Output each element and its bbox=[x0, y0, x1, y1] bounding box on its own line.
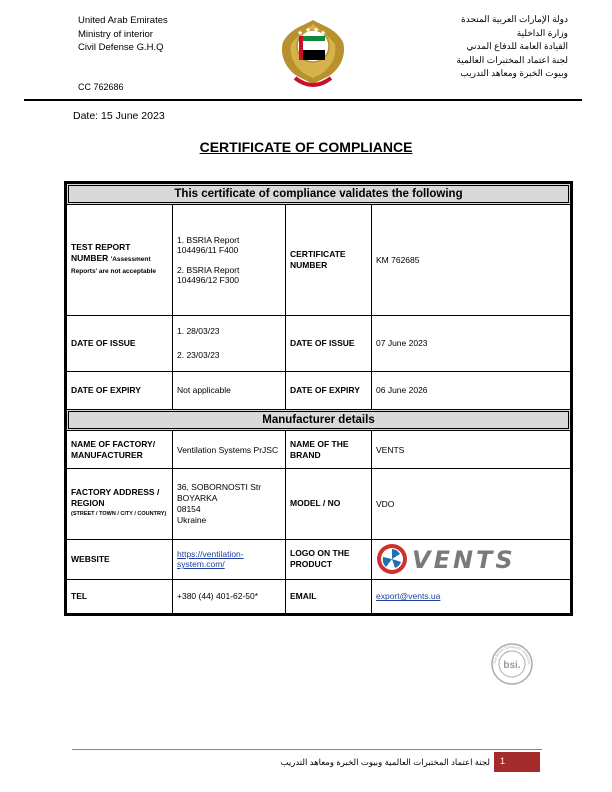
brand-value: VENTS bbox=[372, 431, 571, 469]
date-of-issue-value: 07 June 2023 bbox=[372, 315, 571, 371]
factory-value: Ventilation Systems PrJSC bbox=[173, 431, 286, 469]
page-title: CERTIFICATE OF COMPLIANCE bbox=[199, 139, 413, 155]
header-left-line: United Arab Emirates bbox=[78, 15, 168, 26]
address-label: FACTORY ADDRESS / REGION (STREET / TOWN / CITY / COUNTRY) bbox=[67, 469, 173, 539]
test-report-note: 'Assessment Reports' are not acceptable bbox=[71, 256, 156, 276]
uae-emblem bbox=[273, 12, 353, 92]
website-link[interactable]: https://ventilation-system.com/ bbox=[177, 549, 244, 570]
header-right bbox=[456, 13, 568, 81]
section-heading-validation: This certificate of compliance validates the following bbox=[67, 184, 571, 205]
header-right-line: وبيوت الخبرة ومعاهد التدريب bbox=[460, 68, 568, 78]
compliance-table bbox=[64, 181, 573, 616]
page-number: 1 bbox=[494, 752, 540, 772]
date-of-issue-values: 1. 28/03/23 2. 23/03/23 bbox=[173, 315, 286, 371]
header-left bbox=[78, 14, 168, 55]
date-of-expiry-label: DATE OF EXPIRY bbox=[67, 371, 173, 409]
brand-label: NAME OF THE BRAND bbox=[286, 431, 372, 469]
cc-number: CC 762686 bbox=[78, 82, 124, 92]
svg-text:★: ★ bbox=[305, 26, 312, 34]
header-right-line: وزارة الداخلية bbox=[516, 27, 568, 38]
bsi-mark bbox=[490, 642, 534, 686]
email-cell bbox=[372, 579, 571, 613]
tel-value: +380 (44) 401-62-50* bbox=[173, 579, 286, 613]
bsi-text: bsi. bbox=[503, 660, 521, 671]
model-value: VDO bbox=[372, 469, 571, 539]
certificate-number-label: CERTIFICATE NUMBER bbox=[286, 205, 372, 316]
logo-cell bbox=[372, 539, 571, 579]
model-label: MODEL / NO bbox=[286, 469, 372, 539]
certificate-number: KM 762685 bbox=[372, 205, 571, 316]
svg-text:★: ★ bbox=[320, 29, 327, 37]
date-of-expiry-value: 06 June 2026 bbox=[372, 371, 571, 409]
test-report-label: TEST REPORT NUMBER 'Assessment Reports' are not acceptable bbox=[67, 205, 173, 316]
vents-logo-text: VENTS bbox=[412, 546, 516, 575]
date-of-expiry-left: Not applicable bbox=[173, 371, 286, 409]
bsi-ring-text: The British Standards Institution bbox=[492, 644, 532, 665]
logo-label: LOGO ON THE PRODUCT bbox=[286, 539, 372, 579]
address-note: (STREET / TOWN / CITY / COUNTRY) bbox=[71, 511, 167, 518]
header-right-line: دولة الإمارات العربية المتحدة bbox=[461, 14, 568, 24]
footer-divider bbox=[72, 749, 542, 750]
date-of-issue-label-2: DATE OF ISSUE bbox=[286, 315, 372, 371]
email-link[interactable]: export@vents.ua bbox=[376, 591, 441, 602]
section-heading-manufacturer: Manufacturer details bbox=[67, 410, 571, 431]
header-divider bbox=[24, 99, 582, 101]
date-line: Date: 15 June 2023 bbox=[73, 110, 165, 122]
website-cell bbox=[173, 539, 286, 579]
header-left-line: Ministry of interior bbox=[78, 28, 153, 40]
header-left-line: Civil Defense G.H.Q bbox=[78, 42, 164, 53]
website-label: WEBSITE bbox=[67, 539, 173, 579]
header-right-line: لجنة اعتماد المختبرات العالمية bbox=[456, 54, 568, 65]
svg-text:★: ★ bbox=[297, 29, 304, 37]
date-of-expiry-label-2: DATE OF EXPIRY bbox=[286, 371, 372, 409]
header-right-line: القيادة العامة للدفاع المدني bbox=[466, 41, 568, 51]
test-report-values: 1. BSRIA Report 104496/11 F400 2. BSRIA Report 104496/12 F300 bbox=[173, 205, 286, 316]
svg-text:★: ★ bbox=[313, 26, 320, 34]
tel-label: TEL bbox=[67, 579, 173, 613]
factory-label: NAME OF FACTORY/ MANUFACTURER bbox=[67, 431, 173, 469]
date-of-issue-label: DATE OF ISSUE bbox=[67, 315, 173, 371]
footer-text: لجنة اعتماد المختبرات العالمية وبيوت الخبرة ومعاهد التدريب bbox=[280, 757, 490, 767]
address-value: 36, SOBORNOSTI Str BOYARKA 08154 Ukraine bbox=[173, 469, 286, 539]
vents-logo bbox=[376, 542, 566, 576]
email-label: EMAIL bbox=[286, 579, 372, 613]
